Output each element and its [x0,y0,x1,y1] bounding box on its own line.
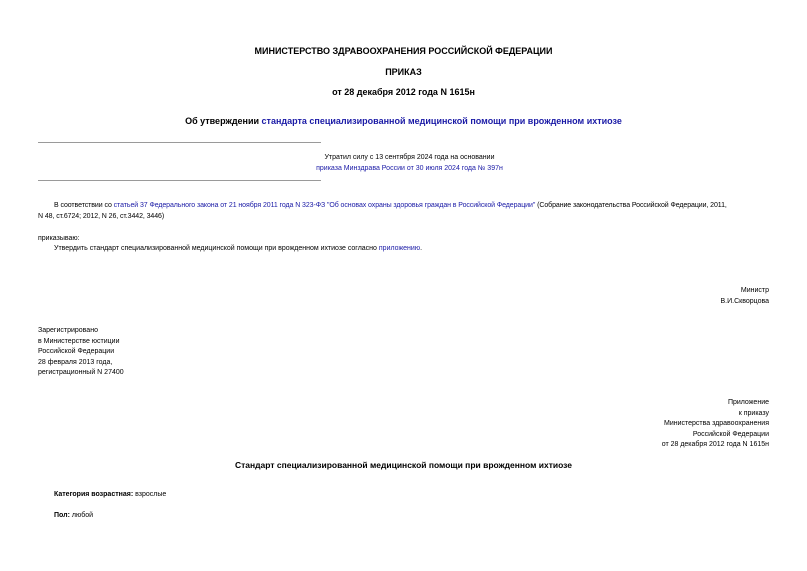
preamble-line-2: N 48, ст.6724; 2012, N 26, ст.3442, 3446) [38,212,165,220]
sex-value: любой [69,512,94,519]
doc-title-link[interactable]: стандарта специализированной медицинской помощи при врожденном ихтиозе [261,116,622,126]
doc-title-prefix: Об утверждении [185,116,262,126]
status-line-2 [0,163,807,174]
ministry-heading: МИНИСТЕРСТВО ЗДРАВООХРАНЕНИЯ РОССИЙСКОЙ ФЕДЕРАЦИИ [254,46,553,56]
registration-line: Зарегистрировано [38,327,98,334]
appendix-line: от 28 декабря 2012 года N 1615н [661,441,769,448]
order-text [54,244,422,255]
appendix-line: Приложение [727,399,769,406]
appendix-line: Министерства здравоохранения [664,420,769,427]
appendix-link[interactable]: приложению [378,245,421,252]
preamble-suffix: (Собрание законодательства Российской Федерации, 2011, [535,202,727,209]
status-line-1: Утратил силу с 13 сентября 2024 года на основании [324,154,495,161]
preamble-prefix: В соответствии со [54,202,114,209]
signature-name: В.И.Скворцова [720,297,769,305]
status-rule-top [38,142,321,143]
order-text-prefix: Утвердить стандарт специализированной медицинской помощи при врожденном ихтиозе согласно [54,245,379,252]
doc-title [0,116,807,126]
appendix-line: к приказу [738,409,769,417]
sex-label: Пол: [54,512,70,519]
sex-category [54,511,93,522]
registration-line: в Министерстве юстиции [38,337,120,345]
standard-title: Стандарт специализированной медицинской помощи при врожденном ихтиозе [234,460,573,470]
age-category [54,490,166,501]
order-text-suffix: . [420,245,423,252]
doc-date-number: от 28 декабря 2012 года N 1615н [332,87,475,97]
age-value: взрослые [133,491,167,498]
preamble-paragraph [38,201,773,222]
registration-line: Российской Федерации [38,348,115,355]
appendix-block [549,398,769,451]
preamble-line-1 [38,201,773,212]
age-label: Категория возрастная: [54,491,134,498]
signature-block [569,286,769,307]
status-rule-bottom [38,180,321,181]
preamble-law-link[interactable]: статьей 37 Федерального закона от 21 ноября 2011 года N 323-ФЗ "Об основах охраны здоровья граждан в Российской Федерации" [113,202,536,209]
appendix-line: Российской Федерации [692,430,769,438]
doc-type-heading: ПРИКАЗ [385,67,422,77]
registration-block [38,326,238,379]
order-word: приказываю: [38,235,80,242]
registration-line: регистрационный N 27400 [38,369,124,376]
signature-position: Министр [740,287,769,294]
status-repeal-link[interactable]: приказа Минздрава России от 30 июля 2024 года № 397н [316,165,503,172]
registration-line: 28 февраля 2013 года, [38,358,113,366]
